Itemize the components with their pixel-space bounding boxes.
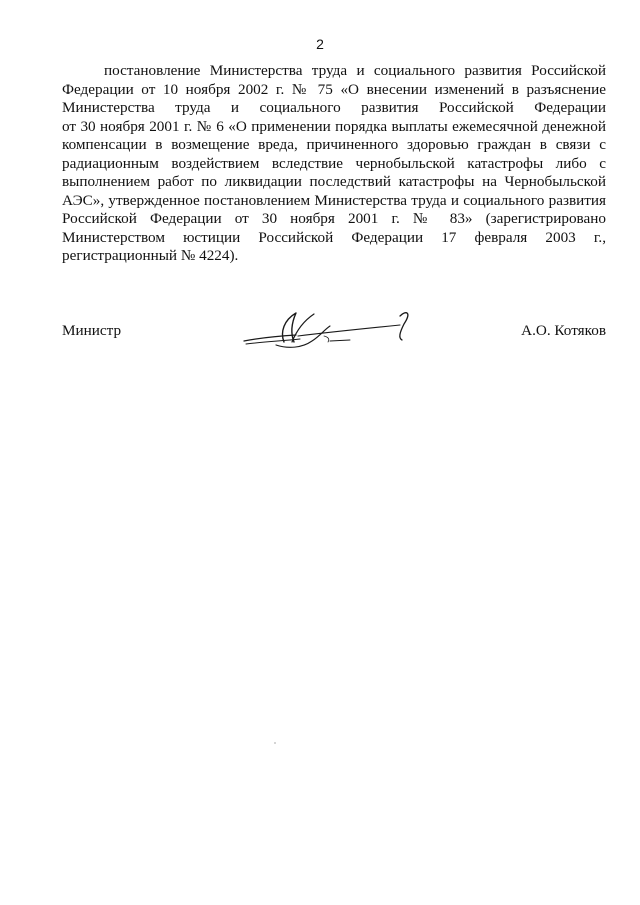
signature-block xyxy=(62,322,606,362)
signer-title: Министр xyxy=(62,322,122,339)
paragraph-line: Министерством юстиции Российской Федерации 17 февраля 2003 г., xyxy=(62,228,606,246)
scan-speck xyxy=(274,742,276,744)
paragraph-line: радиационным воздействием вследствие чернобыльской катастрофы либо с xyxy=(62,154,606,172)
paragraph-line: от 30 ноября 2001 г. № 6 «О применении порядка выплаты ежемесячной денежной xyxy=(62,117,606,135)
paragraph-line: компенсации в возмещение вреда, причиненного здоровью граждан в связи с xyxy=(62,136,606,153)
paragraph-line: Российской Федерации от 30 ноября 2001 г. № 83» (зарегистрировано xyxy=(62,210,606,227)
paragraph-line: АЭС», утвержденное постановлением Министерства труда и социального развития xyxy=(62,191,606,209)
paragraph-line: постановление Министерства труда и социального развития Российской xyxy=(104,62,606,79)
signer-name: А.О. Котяков xyxy=(521,322,606,339)
handwritten-signature xyxy=(240,308,420,354)
paragraph-line: Федерации от 10 ноября 2002 г. № 75 «О внесении изменений в разъяснение xyxy=(62,80,606,98)
page-number: 2 xyxy=(316,36,324,52)
paragraph-line: выполнением работ по ликвидации последствий катастрофы на Чернобыльской xyxy=(62,173,606,190)
body-paragraph xyxy=(62,62,606,266)
paragraph-line: регистрационный № 4224). xyxy=(62,247,239,264)
paragraph-line: Министерства труда и социального развития Российской Федерации xyxy=(62,99,606,116)
